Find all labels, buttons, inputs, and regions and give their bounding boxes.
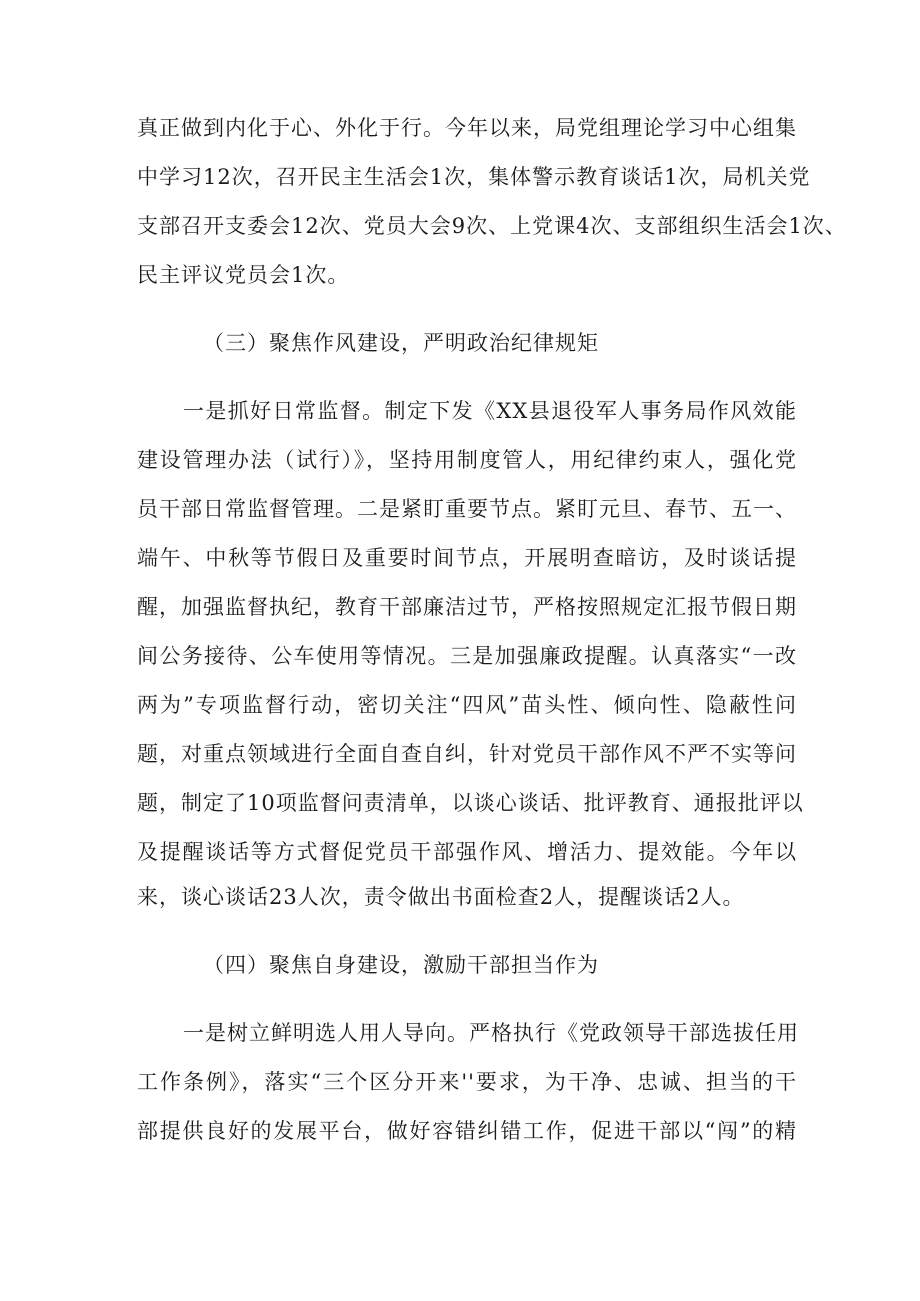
- paragraph-2-line-11: 来，谈心谈话23人次，责令做出书面检查2人，提醒谈话2人。: [137, 885, 745, 909]
- paragraph-2-line-2: 建设管理办法（试行）》，坚持用制度管人，用纪律约束人，强化党: [137, 448, 797, 472]
- paragraph-3-line-2: 工作条例》，落实“三个区分开来''要求，为干净、忠诚、担当的干: [137, 1070, 797, 1094]
- paragraph-2-line-5: 醒，加强监督执纪，教育干部廉洁过节，严格按照规定汇报节假日期: [137, 595, 797, 619]
- paragraph-2-line-8: 题，对重点领域进行全面自查自纠，针对党员干部作风不严不实等问: [137, 742, 797, 766]
- paragraph-1-line-4: 民主评议党员会1次。: [137, 263, 350, 287]
- paragraph-1-line-3: 支部召开支委会12次、党员大会9次、上党课4次、支部组织生活会1次、: [137, 214, 847, 238]
- paragraph-2-line-7: 两为”专项监督行动，密切关注“四风”苗头性、倾向性、隐蔽性问: [137, 693, 797, 717]
- paragraph-1-line-1: 真正做到内化于心、外化于行。今年以来，局党组理论学习中心组集: [137, 116, 797, 140]
- paragraph-3-line-1: 一是树立鲜明选人用人导向。严格执行《党政领导干部选拔任用: [183, 1021, 799, 1045]
- paragraph-2-line-1: 一是抓好日常监督。制定下发《XX县退役军人事务局作风效能: [183, 399, 797, 423]
- section-heading-4: （四）聚焦自身建设，激励干部担当作为: [203, 953, 599, 977]
- paragraph-2-line-10: 及提醒谈话等方式督促党员干部强作风、增活力、提效能。今年以: [137, 840, 797, 864]
- paragraph-2-line-3: 员干部日常监督管理。二是紧盯重要节点。紧盯元旦、春节、五一、: [137, 497, 797, 521]
- paragraph-2-line-9: 题，制定了10项监督问责清单，以谈心谈话、批评教育、通报批评以: [137, 791, 804, 815]
- section-heading-3: （三）聚焦作风建设，严明政治纪律规矩: [203, 331, 599, 355]
- paragraph-2-line-4: 端午、中秋等节假日及重要时间节点，开展明查暗访，及时谈话提: [137, 546, 797, 570]
- paragraph-1-line-2: 中学习12次，召开民主生活会1次，集体警示教育谈话1次，局机关党: [137, 165, 811, 189]
- paragraph-2-line-6: 间公务接待、公车使用等情况。三是加强廉政提醒。认真落实“一改: [137, 644, 797, 668]
- paragraph-3-line-3: 部提供良好的发展平台，做好容错纠错工作，促进干部以“闯”的精: [137, 1119, 797, 1143]
